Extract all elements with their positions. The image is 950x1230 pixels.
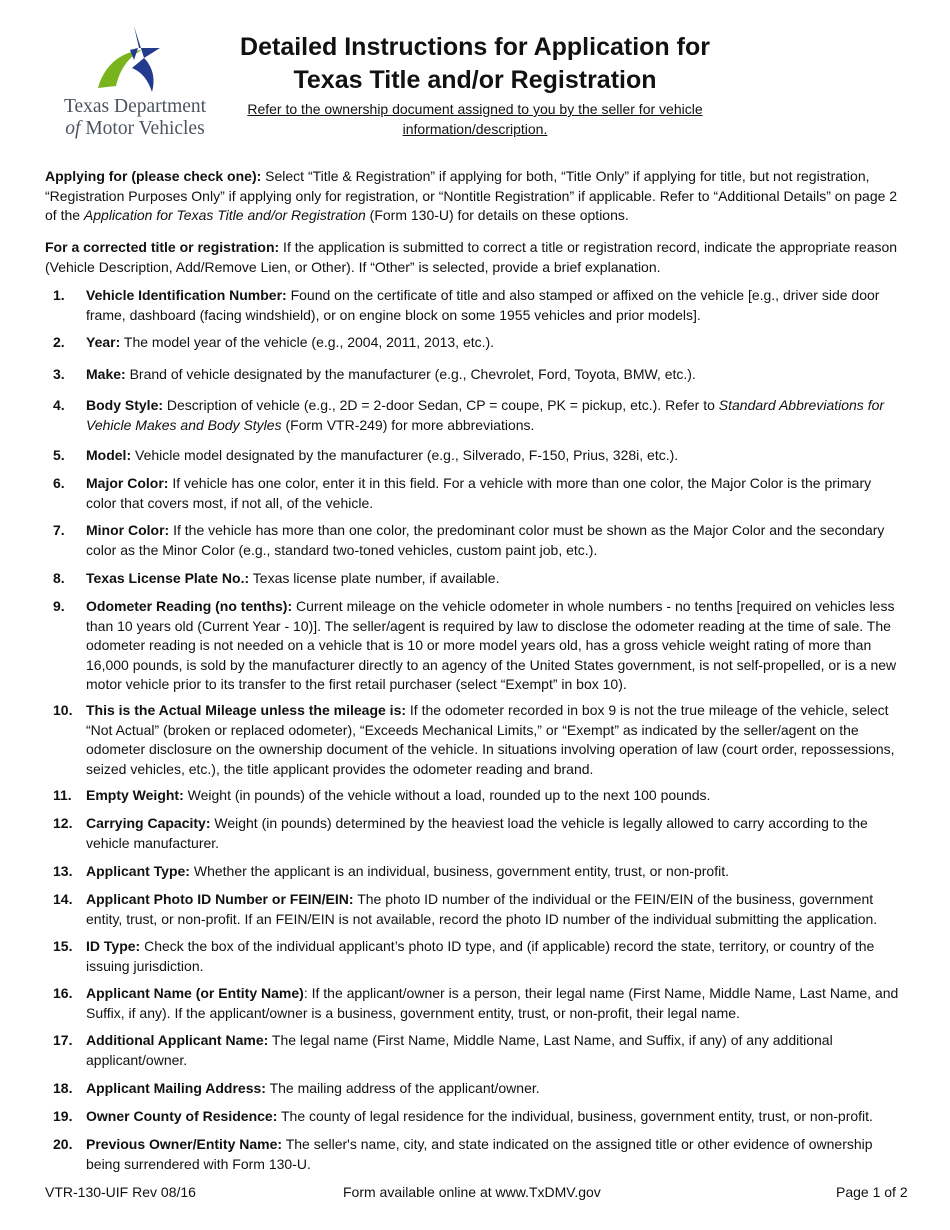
item-text: Description of vehicle (e.g., 2D = 2-door Sedan, CP = coupe, PK = pickup, etc.). Refer to <box>163 397 719 413</box>
item-text: Brand of vehicle designated by the manufacturer (e.g., Chevrolet, Ford, Toyota, BMW, etc.). <box>125 366 696 382</box>
logo-motor-vehicles: Motor Vehicles <box>80 118 205 139</box>
list-item <box>45 365 905 385</box>
item-text: Check the box of the individual applicant’s photo ID type, and (if applicable) record the state, territory, or country of the issuing jurisdiction. <box>86 938 875 974</box>
item-label: Additional Applicant Name: <box>86 1032 269 1048</box>
list-item <box>45 701 905 779</box>
list-item <box>45 474 905 513</box>
item-label: Model: <box>86 447 132 463</box>
item-label: Carrying Capacity: <box>86 815 211 831</box>
item-text: : If the applicant/owner is a person, their legal name (First Name, Middle Name, Last Name, and Suffix, if any). If the applicant/owner is a business, government entity, trust, or non-profit, their legal name. <box>86 985 899 1021</box>
item-text: Weight (in pounds) determined by the heaviest load the vehicle is legally allowed to carry according to the vehicle manufacturer. <box>86 815 868 851</box>
item-label: Empty Weight: <box>86 787 184 803</box>
list-item <box>45 521 905 560</box>
item-number: 4. <box>53 397 65 413</box>
item-label: Major Color: <box>86 475 169 491</box>
txdmv-logo <box>50 26 220 138</box>
item-number: 1. <box>53 287 65 303</box>
item-number: 12. <box>53 815 73 831</box>
item-number: 15. <box>53 938 73 954</box>
item-text: If vehicle has one color, enter it in this field. For a vehicle with more than one color, the Major Color is the primary color that covers most, if not all, of the vehicle. <box>86 475 872 511</box>
corrected-title-paragraph <box>45 238 905 277</box>
list-item <box>45 937 905 976</box>
item-text: If the vehicle has more than one color, the predominant color must be shown as the Major Color and the secondary color as the Minor Color (e.g., standard two-toned vehicles, custom paint job, etc.). <box>86 522 885 558</box>
applying-for-text1: Select “Title & Registration” if applying for both, “Title Only” if applying for title, but not registration, “Registration Purposes Only” if applying only for registration, or “Nontitle Registration” if applicable. Refer to “Additional Details” on page 2 of the <box>45 168 898 223</box>
applying-for-paragraph <box>45 167 905 226</box>
list-item <box>45 786 905 806</box>
list-item <box>45 569 905 589</box>
list-item <box>45 446 905 466</box>
star-icon <box>90 26 180 96</box>
list-item <box>45 597 905 695</box>
item-number: 20. <box>53 1136 73 1152</box>
item-label: Vehicle Identification Number: <box>86 287 287 303</box>
corrected-title-label: For a corrected title or registration: <box>45 239 280 255</box>
item-text: Weight (in pounds) of the vehicle without a load, rounded up to the next 100 pounds. <box>183 787 711 803</box>
item-text: The photo ID number of the individual or the FEIN/EIN of the business, government entity, trust, or non-profit. If an FEIN/EIN is not available, record the photo ID number of the individual submitting the application. <box>86 891 878 927</box>
list-item <box>45 333 905 353</box>
list-item <box>45 1135 905 1174</box>
item-text: Whether the applicant is an individual, business, government entity, trust, or non-profit. <box>189 863 729 879</box>
subtitle-line2: information/description. <box>402 121 548 137</box>
list-item <box>45 1079 905 1099</box>
title-line2: Texas Title and/or Registration <box>293 66 657 94</box>
item-number: 9. <box>53 598 65 614</box>
online-availability: Form available online at www.TxDMV.gov <box>343 1184 601 1200</box>
item-number: 10. <box>53 702 73 718</box>
item-label: Body Style: <box>86 397 164 413</box>
list-item <box>45 286 905 325</box>
item-text: Current mileage on the vehicle odometer in whole numbers - no tenths [required on vehicles less than 10 years old (Current Year - 10)]. The seller/agent is required by law to disclose the odometer reading at the time of sale. The odometer reading is not needed on a vehicle that is 10 or more model years old, has a gross vehicle weight rating of more than 16,000 pounds, is sold by the manufacturer directly to an agency of the United States government, is not self-propelled, or is a new motor vehicle prior to its transfer to the first retail purchaser (select “Exempt” in box 10). <box>86 598 897 692</box>
item-label: This is the Actual Mileage unless the mileage is: <box>86 702 407 718</box>
item-number: 3. <box>53 366 65 382</box>
list-item <box>45 814 905 853</box>
item-label: Minor Color: <box>86 522 170 538</box>
item-text-continued: (Form VTR-249) for more abbreviations. <box>281 416 535 433</box>
item-label: Applicant Type: <box>86 863 190 879</box>
item-label: ID Type: <box>86 938 141 954</box>
item-text: The mailing address of the applicant/owner. <box>265 1080 540 1096</box>
title-line1: Detailed Instructions for Application for <box>240 33 710 61</box>
item-label: Applicant Name (or Entity Name) <box>86 985 304 1001</box>
item-number: 8. <box>53 570 65 586</box>
item-number: 19. <box>53 1108 73 1124</box>
item-label: Texas License Plate No.: <box>86 570 250 586</box>
item-label: Previous Owner/Entity Name: <box>86 1136 283 1152</box>
item-label: Applicant Mailing Address: <box>86 1080 266 1096</box>
list-item <box>45 984 905 1023</box>
item-label: Odometer Reading (no tenths): <box>86 598 293 614</box>
item-number: 17. <box>53 1032 73 1048</box>
item-text: Found on the certificate of title and also stamped or affixed on the vehicle [e.g., driver side door frame, dashboard (facing windshield), or on engine block on some 1955 vehicles and prior models]. <box>86 287 880 323</box>
item-label: Owner County of Residence: <box>86 1108 278 1124</box>
page-number: Page 1 of 2 <box>836 1184 908 1200</box>
item-number: 14. <box>53 891 73 907</box>
list-item <box>45 862 905 882</box>
logo-text-line2 <box>50 118 220 140</box>
logo-of: of <box>65 118 81 139</box>
applying-for-label: Applying for (please check one): <box>45 168 262 184</box>
item-number: 18. <box>53 1080 73 1096</box>
subtitle-line1: Refer to the ownership document assigned to you by the seller for vehicle <box>247 101 703 117</box>
item-text: The model year of the vehicle (e.g., 2004, 2011, 2013, etc.). <box>120 334 495 350</box>
item-label: Year: <box>86 334 121 350</box>
list-item <box>45 396 905 435</box>
logo-text-line1: Texas Department <box>63 96 207 117</box>
item-number: 5. <box>53 447 65 463</box>
item-text: Vehicle model designated by the manufacturer (e.g., Silverado, F-150, Prius, 328i, etc.). <box>131 447 679 463</box>
item-number: 13. <box>53 863 73 879</box>
item-number: 11. <box>53 787 72 803</box>
list-item <box>45 1031 905 1070</box>
item-text: Texas license plate number, if available. <box>249 570 500 586</box>
item-text: If the odometer recorded in box 9 is not the true mileage of the vehicle, select “Not Actual” (broken or replaced odometer), “Exceeds Mechanical Limits,” or “Exempt” as indicated by the seller/agent on the odometer disclosure on the ownership document of the vehicle. In situations involving operation of law (court order, repossessions, seized vehicles, etc.), the title applicant provides the odometer reading and brand. <box>86 702 895 777</box>
form-id: VTR-130-UIF Rev 08/16 <box>45 1184 196 1200</box>
applying-for-text2: (Form 130-U) for details on these options. <box>365 207 629 223</box>
item-text: The county of legal residence for the individual, business, government entity, trust, or non-profit. <box>277 1108 873 1124</box>
item-text: The legal name (First Name, Middle Name, Last Name, and Suffix, if any) of any additional applicant/owner. <box>86 1032 833 1068</box>
page-subtitle <box>225 99 725 139</box>
item-number: 7. <box>53 522 65 538</box>
list-item <box>45 890 905 929</box>
applying-for-form-title: Application for Texas Title and/or Registration <box>83 207 366 223</box>
item-number: 6. <box>53 475 65 491</box>
item-number: 16. <box>53 985 73 1001</box>
item-label: Make: <box>86 366 126 382</box>
item-form-title: Standard Abbreviations for Vehicle Makes and Body Styles <box>86 397 885 433</box>
item-label: Applicant Photo ID Number or FEIN/EIN: <box>86 891 354 907</box>
corrected-title-text: If the application is submitted to correct a title or registration record, indicate the appropriate reason (Vehicle Description, Add/Remove Lien, or Other). If “Other” is selected, provide a brief explanation. <box>45 239 898 275</box>
list-item <box>45 1107 905 1127</box>
page-title <box>225 31 725 97</box>
item-number: 2. <box>53 334 65 350</box>
item-text: The seller's name, city, and state indicated on the assigned title or other evidence of ownership being surrendered with Form 130-U. <box>86 1136 873 1172</box>
